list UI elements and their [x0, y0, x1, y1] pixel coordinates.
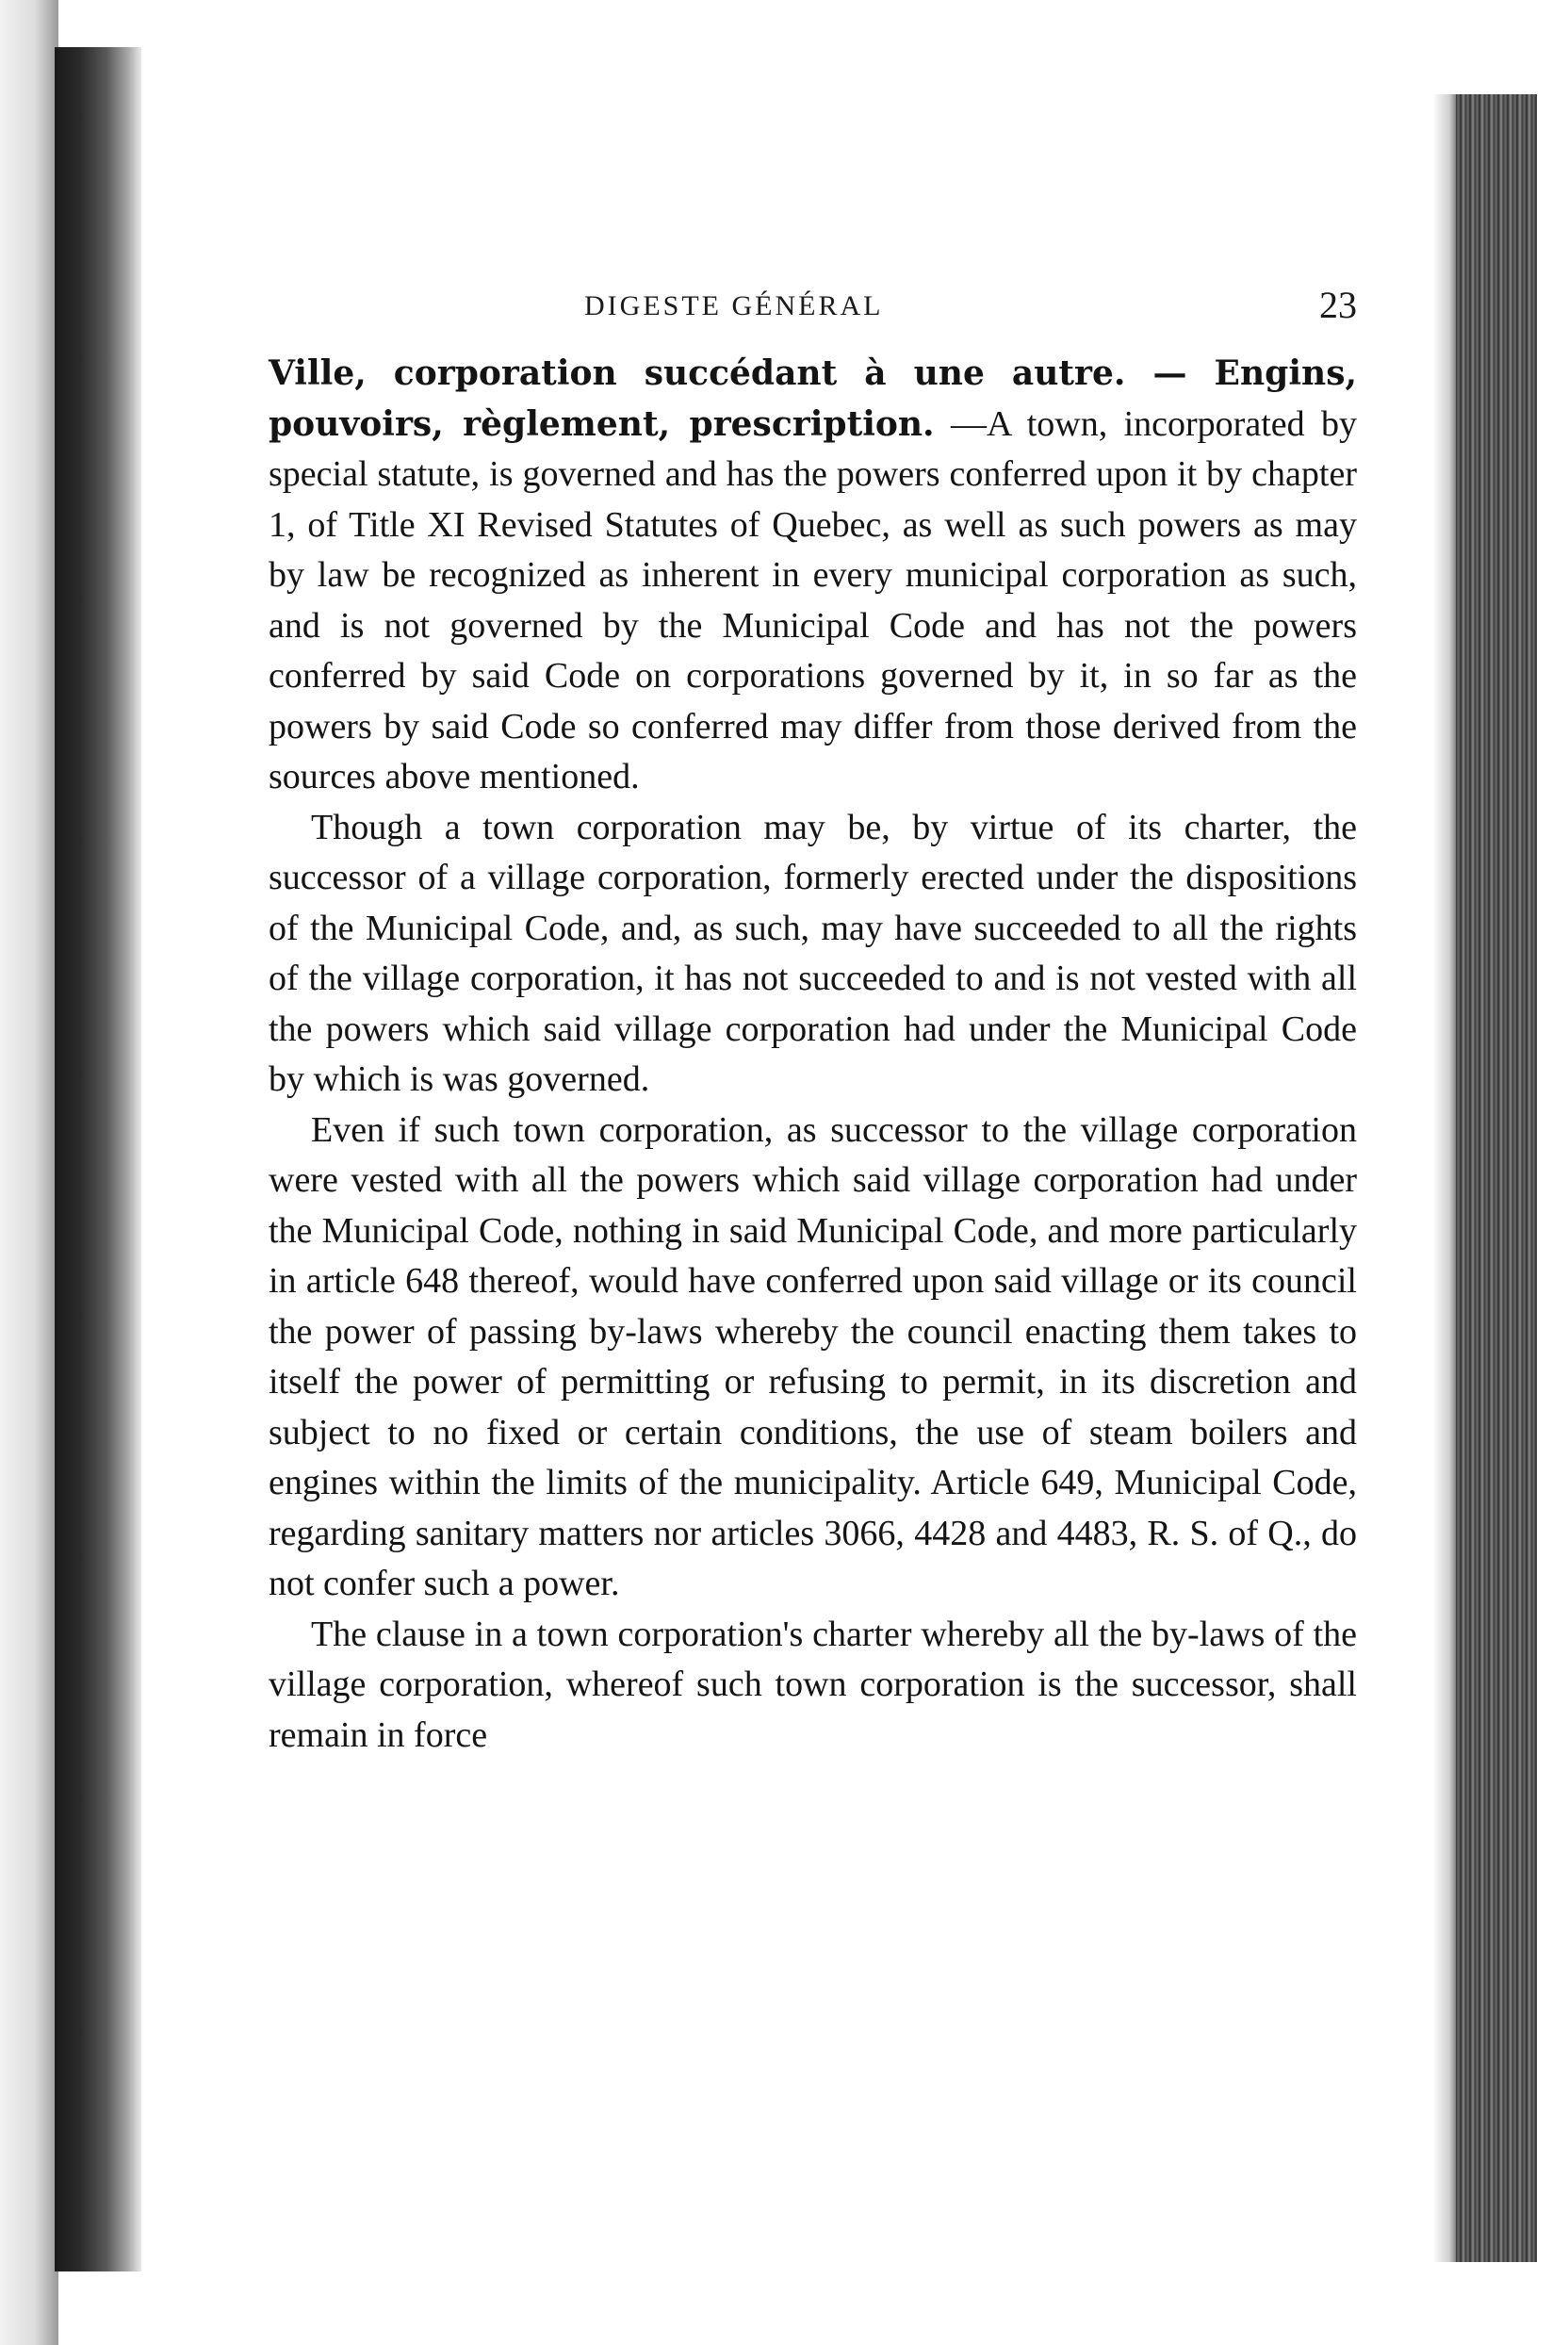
running-head: [269, 283, 1357, 339]
paragraph-1-text: —A town, incorporated by special statute, is governed and has the powers conferred upon it by chapter 1, of Title XI Revised Statutes of Quebec, as well as such powers as may by law be recognized as inherent in every municipal corporation as such, and is not governed by the Municipal Code and has not the powers conferred by said Code on corporations governed by it, in so far as the powers by said Code so conferred may differ from those derived from the sources above mentioned.: [269, 403, 1358, 796]
running-head-title: DIGESTE GÉNÉRAL: [584, 290, 884, 321]
page-sheet: [141, 57, 1434, 2281]
paragraph-2: Though a town corporation may be, by virtue of its charter, the successor of a village corporation, formerly erected under the dispositions of the Municipal Code, and, as such, may have succeeded to all the rights of the village corporation, it has not succeeded to and is not vested with all the powers which said village corporation had under the Municipal Code by which is was governed.: [269, 807, 1357, 1099]
page-stack-edge: [1456, 94, 1537, 2262]
left-page-edge: [0, 0, 58, 2345]
article-heading: Ville, corporation succédant à une autre. — Engins, pouvoirs, règlement, prescription.: [269, 353, 1357, 444]
book-binding-gutter: [55, 47, 141, 2271]
page-content: [269, 283, 1357, 1761]
paragraph-3: Even if such town corporation, as successor to the village corporation were vested with all the powers which said village corporation had under the Municipal Code, nothing in said Municipal Code, and more particularly in article 648 thereof, would have conferred upon said village or its council the power of passing by-laws whereby the council enacting them takes to itself the power of permitting or refusing to permit, in its discretion and subject to no fixed or certain conditions, the use of steam boilers and engines within the limits of the municipality. Article 649, Municipal Code, regarding sanitary matters nor articles 3066, 4428 and 4483, R. S. of Q., do not confer such a power.: [269, 1109, 1357, 1603]
paragraph-1: [269, 349, 1357, 803]
page-number: 23: [1319, 284, 1357, 326]
right-page-shadow: [1432, 94, 1457, 2262]
paragraph-4: The clause in a town corporation's charter whereby all the by-laws of the village corporation, whereof such town corporation is the successor, shall remain in force: [269, 1614, 1357, 1755]
